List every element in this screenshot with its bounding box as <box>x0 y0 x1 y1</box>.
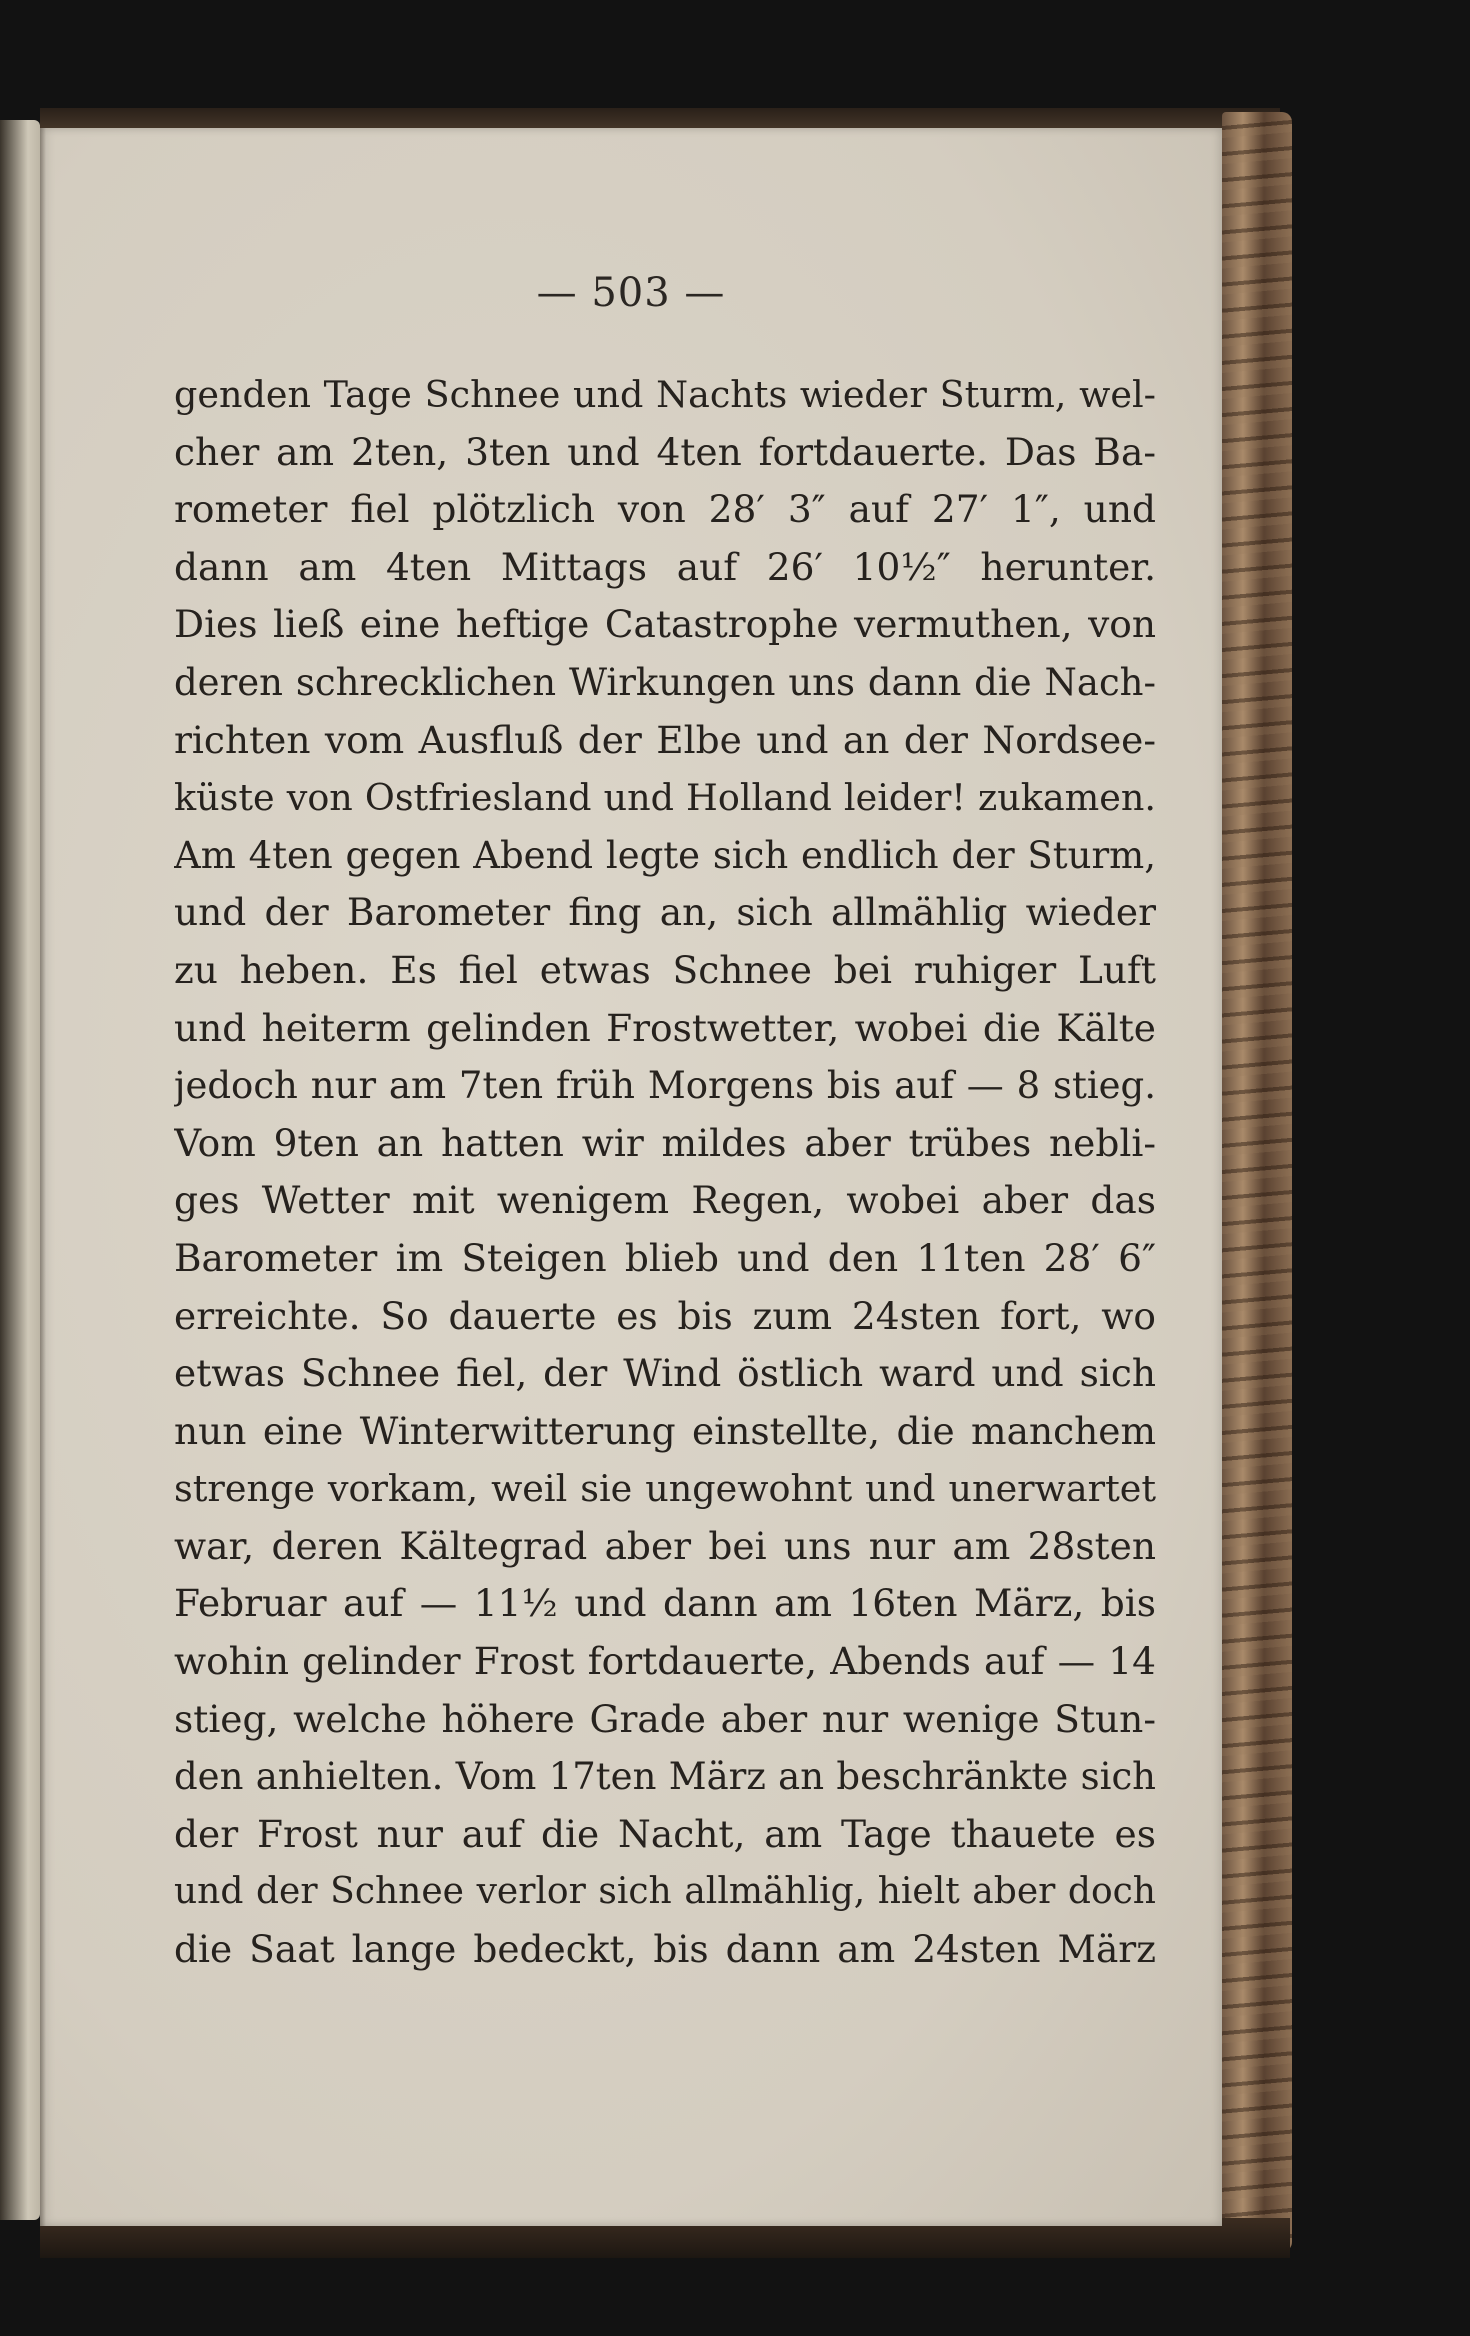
text-line: genden Tage Schnee und Nachts wieder Sturm, wel- <box>174 373 1156 416</box>
text-line: richten vom Ausfluß der Elbe und an der Nordsee- <box>174 717 1156 762</box>
page-gutter <box>40 128 46 2226</box>
text-line: Barometer im Steigen blieb und den 11ten 28′ 6″ <box>174 1235 1156 1280</box>
text-line: etwas Schnee fiel, der Wind östlich ward und sich <box>174 1351 1156 1396</box>
text-line: ges Wetter mit wenigem Regen, wobei aber das <box>174 1178 1156 1223</box>
book-cover-edge <box>1222 112 1292 2252</box>
text-line: wohin gelinder Frost fortdauerte, Abends auf — 14 <box>174 1639 1156 1684</box>
text-line: küste von Ostfriesland und Holland leider! zukamen. <box>174 776 1156 820</box>
text-line: Am 4ten gegen Abend legte sich endlich der Sturm, <box>174 833 1156 877</box>
text-line: Dies ließ eine heftige Catastrophe vermuthen, von <box>174 602 1156 647</box>
text-line: nun eine Winterwitterung einstellte, die manchem <box>174 1408 1156 1453</box>
adjacent-page-edge <box>0 120 40 2220</box>
text-line: stieg, welche höhere Grade aber nur wenige Stun- <box>174 1696 1156 1741</box>
body-text <box>174 366 1156 1979</box>
text-line: erreichte. So dauerte es bis zum 24sten fort, wo <box>174 1293 1156 1338</box>
page-number: — 503 — <box>536 270 726 316</box>
text-line: die Saat lange bedeckt, bis dann am 24sten März <box>174 1927 1156 1972</box>
text-line: und der Schnee verlor sich allmählig, hielt aber doch <box>174 1871 1156 1913</box>
text-line: zu heben. Es fiel etwas Schnee bei ruhiger Luft <box>174 947 1156 992</box>
text-line: strenge vorkam, weil sie ungewohnt und unerwartet <box>174 1467 1156 1511</box>
text-line: deren schrecklichen Wirkungen uns dann die Nach- <box>174 660 1156 704</box>
text-line: und der Barometer fing an, sich allmählig wieder <box>174 890 1156 935</box>
text-line: der Frost nur auf die Nacht, am Tage thauete es <box>174 1811 1156 1856</box>
text-line: rometer fiel plötzlich von 28′ 3″ auf 27′ 1″, und <box>174 487 1156 532</box>
text-line: dann am 4ten Mittags auf 26′ 10½″ herunter. <box>174 544 1156 589</box>
text-line: Vom 9ten an hatten wir mildes aber trübes nebli- <box>174 1120 1156 1165</box>
text-line: Februar auf — 11½ und dann am 16ten März, bis <box>174 1581 1156 1626</box>
book-page <box>40 128 1222 2226</box>
text-line: jedoch nur am 7ten früh Morgens bis auf — 8 stieg. <box>174 1064 1156 1108</box>
text-line: den anhielten. Vom 17ten März an beschränkte sich <box>174 1755 1156 1799</box>
text-line: und heiterm gelinden Frostwetter, wobei die Kälte <box>174 1005 1156 1050</box>
text-line: cher am 2ten, 3ten und 4ten fortdauerte. Das Ba- <box>174 429 1156 474</box>
text-line: war, deren Kältegrad aber bei uns nur am 28sten <box>174 1523 1156 1568</box>
